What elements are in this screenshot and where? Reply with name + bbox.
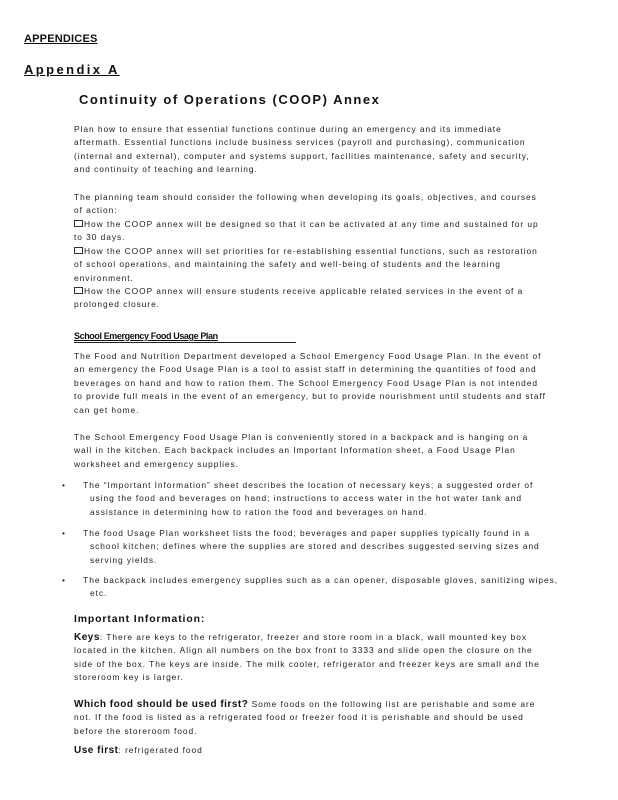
checklist-item xyxy=(74,218,546,245)
food-plan-bullet xyxy=(62,574,560,601)
use-first-text: : refrigerated food xyxy=(118,745,203,755)
bullet-icon: • xyxy=(62,575,66,585)
food-plan-heading: School Emergency Food Usage Plan xyxy=(74,331,296,343)
important-info-heading: Important Information: xyxy=(74,614,206,625)
checkbox-icon xyxy=(74,287,83,294)
food-plan-paragraph-1: The Food and Nutrition Department developed a School Emergency Food Usage Plan. In the event of an emergency the Food Usage Plan is a tool to assist staff in determining the quantities of food and beverages on hand and how to ration them. The School Emergency Food Usage Plan is not intended to provide full meals in the event of an emergency, but to provide nourishment until students and staff can get home. xyxy=(74,351,546,415)
bullet-text: The “Important Information” sheet describes the location of necessary keys; a suggested order of using the food and beverages on hand; instructions to access water in the hot water tank and assistance in determining how to ration the food and beverages on hand. xyxy=(83,480,534,517)
bullet-icon: • xyxy=(62,528,66,538)
page-title: Continuity of Operations (COOP) Annex xyxy=(79,92,381,107)
coop-checklist xyxy=(74,218,546,312)
which-food-label: Which food should be used first? xyxy=(74,699,249,710)
planning-lead-paragraph: The planning team should consider the following when developing its goals, objectives, and courses of action: xyxy=(74,192,537,216)
appendices-heading: APPENDICES xyxy=(24,33,98,45)
checklist-item-text: How the COOP annex will set priorities for re-establishing essential functions, such as restoration of school operations, and maintaining the safety and well-being of students and the learning environment. xyxy=(74,245,538,283)
bullet-text: The food Usage Plan worksheet lists the food; beverages and paper supplies typically found in a school kitchen; defines where the supplies are stored and describes suggested serving sizes and serving yields. xyxy=(83,528,540,565)
food-plan-bullet xyxy=(62,527,560,567)
use-first-label: Use first xyxy=(74,745,119,756)
food-plan-paragraph-2: The School Emergency Food Usage Plan is conveniently stored in a backpack and is hanging on a wall in the kitchen. Each backpack includes an Important Information sheet, a Food Usage Plan worksheet and emergency supplies. xyxy=(74,432,529,469)
checkbox-icon xyxy=(74,247,83,254)
checklist-item xyxy=(74,245,546,285)
keys-label: Keys xyxy=(74,632,100,643)
checkbox-icon xyxy=(74,220,83,227)
appendix-a-heading: Appendix A xyxy=(24,62,120,77)
keys-paragraph xyxy=(74,631,546,685)
which-food-text: Some foods on the following list are perishable and some are not. If the food is listed as a refrigerated food or freezer food it is perishable and should be used before the storeroom food. xyxy=(74,699,536,736)
keys-text: : There are keys to the refrigerator, freezer and store room in a black, wall mounted key box located in the kitchen. Align all numbers on the box front to 3333 and slide open the closure on the side of the box. The keys are inside. The milk cooler, refrigerator and freezer keys are small and the storeroom key is larger. xyxy=(74,632,540,683)
bullet-icon: • xyxy=(62,480,66,490)
checklist-item-text: How the COOP annex will be designed so that it can be activated at any time and sustained for up to 30 days. xyxy=(74,219,539,243)
checklist-item-text: How the COOP annex will ensure students receive applicable related services in the event of a prolonged closure. xyxy=(74,286,524,310)
intro-paragraph: Plan how to ensure that essential functions continue during an emergency and its immediate aftermath. Essential functions include business services (payroll and purchasing), communication (internal and external), computer and systems support, facilities maintenance, safety and security, and continuity of teaching and learning. xyxy=(74,124,530,175)
bullet-text: The backpack includes emergency supplies such as a can opener, disposable gloves, sanitizing wipes, etc. xyxy=(83,575,559,599)
use-first-paragraph xyxy=(74,744,546,757)
which-food-paragraph xyxy=(74,698,546,738)
food-plan-bullet xyxy=(62,479,560,519)
checklist-item xyxy=(74,285,546,312)
